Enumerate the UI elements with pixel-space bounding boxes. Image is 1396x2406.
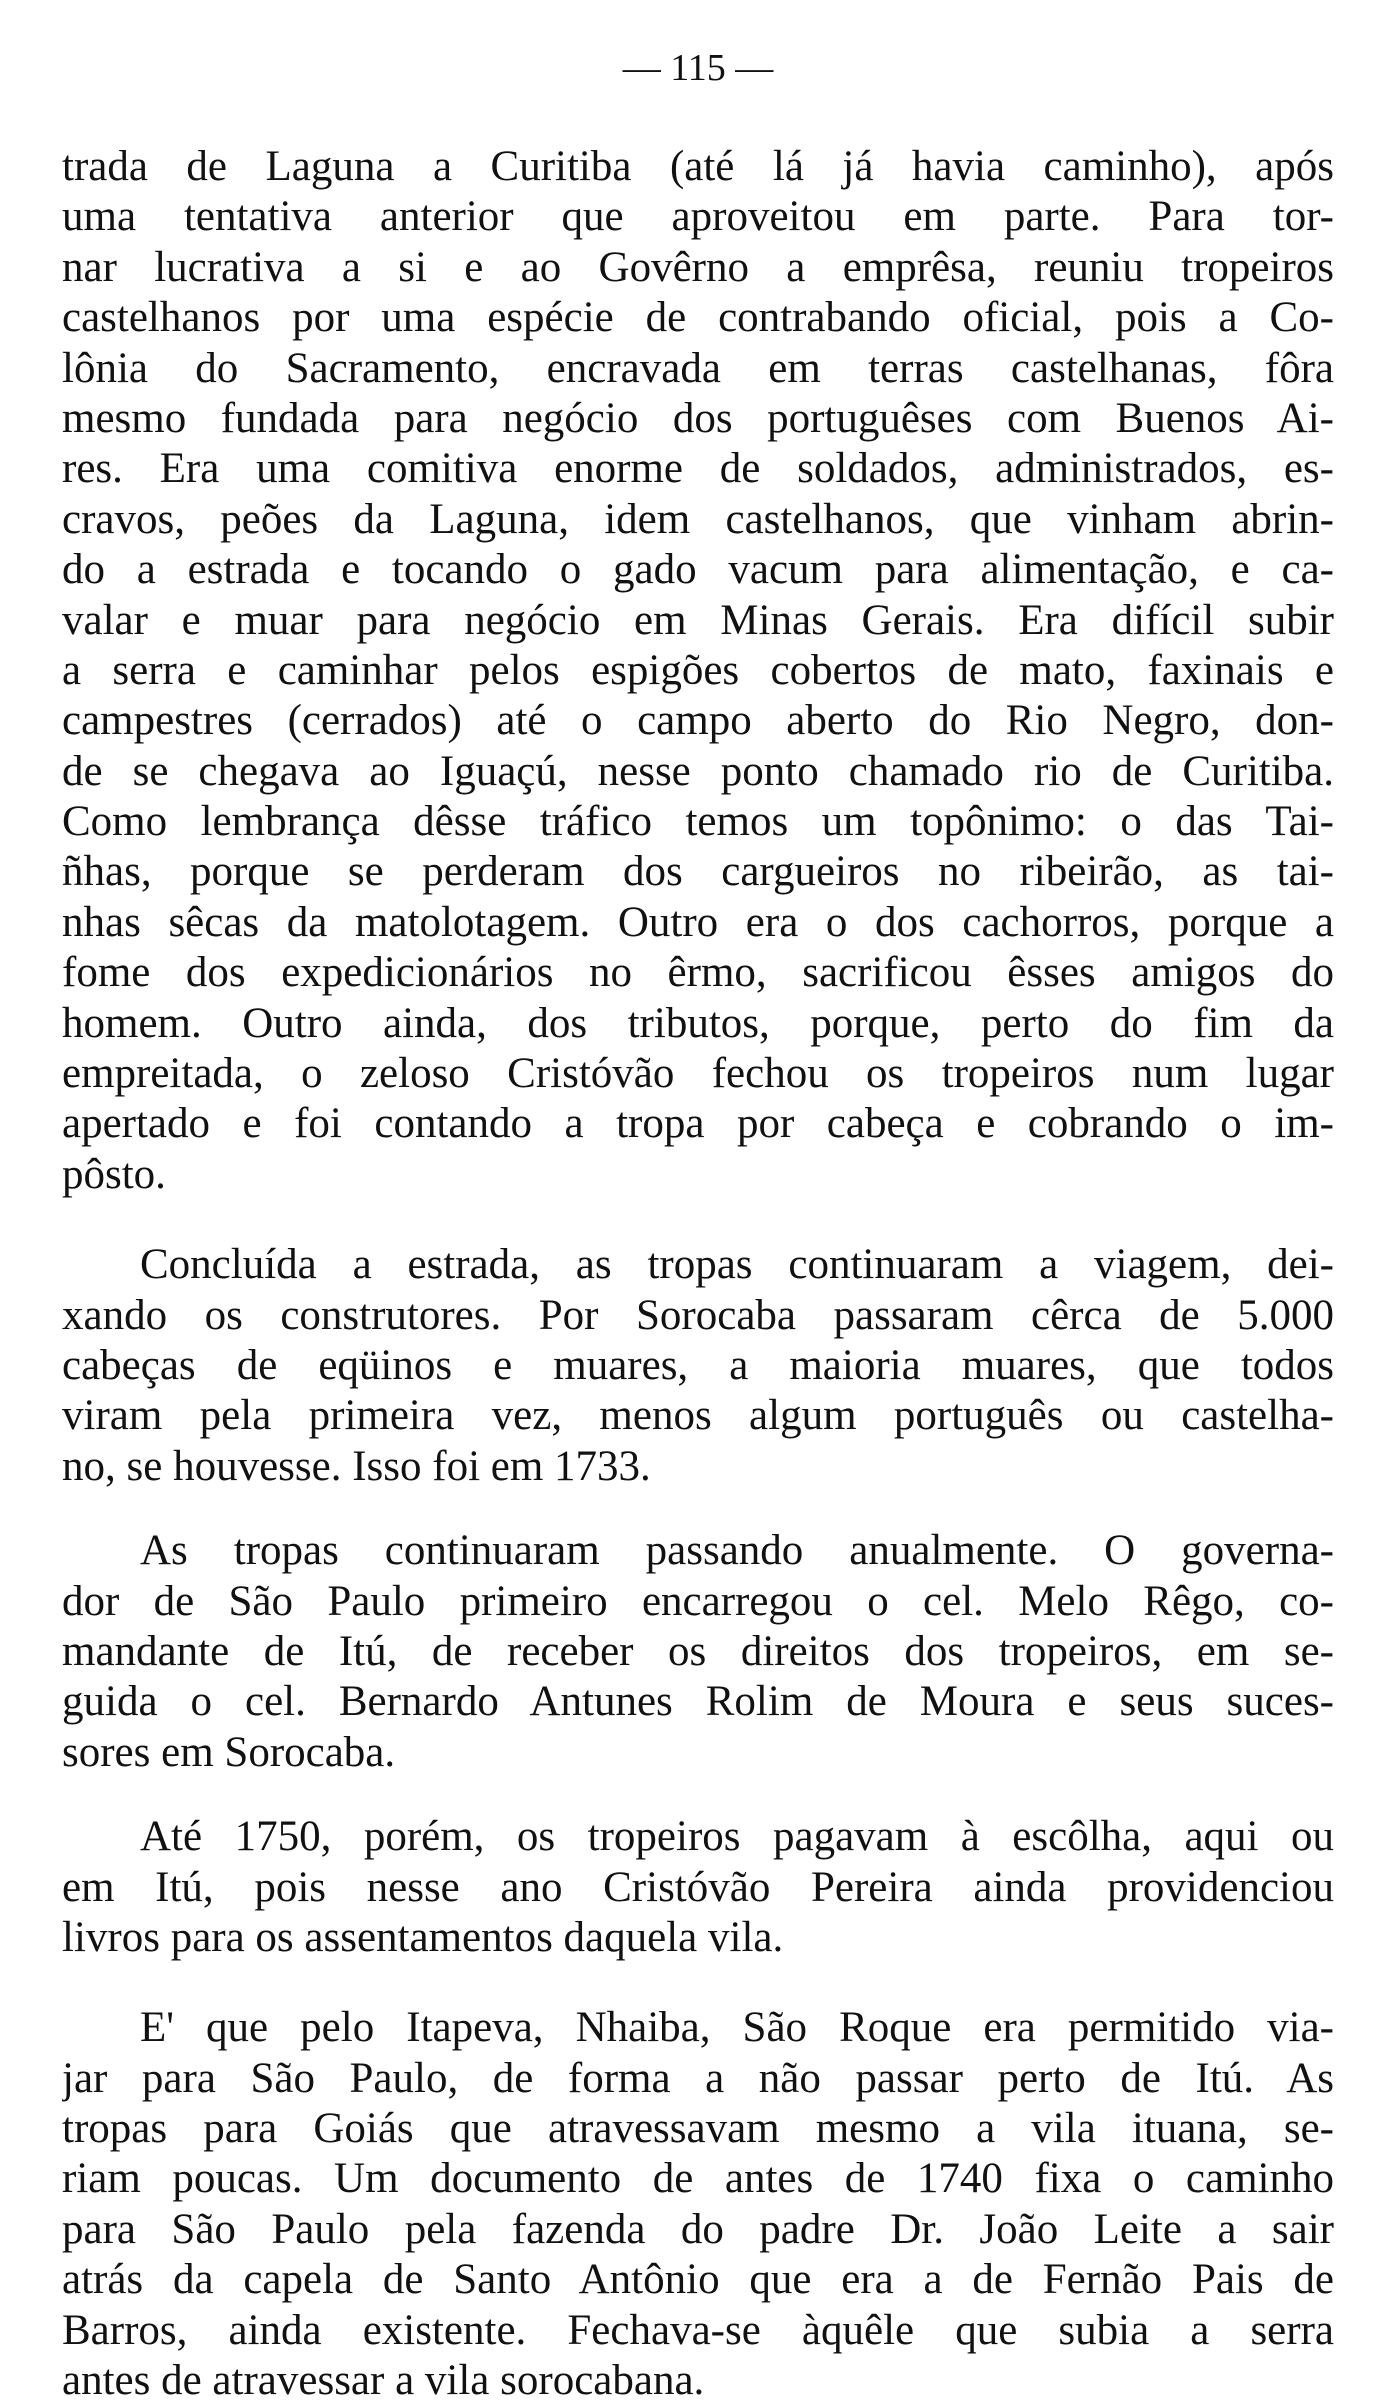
text-line: dor de São Paulo primeiro encarregou o cel. Melo Rêgo, co- [62,1577,1334,1625]
text-line: fome dos expedicionários no êrmo, sacrificou êsses amigos do [62,949,1334,997]
text-line: do a estrada e tocando o gado vacum para alimentação, e ca- [62,546,1334,594]
text-line: nhas sêcas da matolotagem. Outro era o dos cachorros, porque a [62,898,1334,946]
page-number: — 115 — [622,47,774,89]
text-line: nar lucrativa a si e ao Govêrno a emprêsa, reuniu tropeiros [62,243,1334,291]
text-line: res. Era uma comitiva enorme de soldados, administrados, es- [62,445,1334,493]
text-line: em Itú, pois nesse ano Cristóvão Pereira ainda providenciou [62,1863,1334,1911]
paragraph-2 [62,1240,1334,1492]
text-line: antes de atravessar a vila sorocabana. [62,2357,705,2405]
text-line: apertado e foi contando a tropa por cabeça e cobrando o im- [62,1100,1334,1148]
text-line: uma tentativa anterior que aproveitou em parte. Para tor- [62,193,1334,241]
text-line: jar para São Paulo, de forma a não passar perto de Itú. As [62,2054,1334,2102]
text-line: de se chegava ao Iguaçú, nesse ponto chamado rio de Curitiba. [62,747,1334,795]
text-line: castelhanos por uma espécie de contrabando oficial, pois a Co- [62,294,1334,342]
text-line: viram pela primeira vez, menos algum português ou castelha- [62,1392,1334,1440]
text-line: valar e muar para negócio em Minas Gerais. Era difícil subir [62,596,1334,644]
text-line: Como lembrança dêsse tráfico temos um topônimo: o das Tai- [62,798,1334,846]
text-line: guida o cel. Bernardo Antunes Rolim de Moura e seus suces- [62,1678,1334,1726]
text-line: sores em Sorocaba. [62,1728,396,1776]
text-line: no, se houvesse. Isso foi em 1733. [62,1442,651,1490]
text-line: Barros, ainda existente. Fechava-se àquêle que subia a serra [62,2306,1334,2354]
text-line: campestres (cerrados) até o campo aberto do Rio Negro, don- [62,697,1334,745]
text-line: Até 1750, porém, os tropeiros pagavam à escôlha, aqui ou [140,1813,1334,1861]
text-line: livros para os assentamentos daquela vila. [62,1913,784,1961]
text-line: mandante de Itú, de receber os direitos dos tropeiros, em se- [62,1627,1334,1675]
text-line: xando os construtores. Por Sorocaba passaram cêrca de 5.000 [62,1291,1334,1339]
text-line: a serra e caminhar pelos espigões cobertos de mato, faxinais e [62,646,1334,694]
text-line: trada de Laguna a Curitiba (até lá já havia caminho), após [62,143,1334,190]
text-line: homem. Outro ainda, dos tributos, porque, perto do fim da [62,999,1334,1047]
text-line: tropas para Goiás que atravessavam mesmo a vila ituana, se- [62,2105,1334,2153]
text-line: riam poucas. Um documento de antes de 1740 fixa o caminho [62,2155,1334,2203]
text-line: As tropas continuaram passando anualmente. O governa- [140,1527,1334,1575]
text-line: cabeças de eqüinos e muares, a maioria muares, que todos [62,1341,1334,1389]
paragraph-5 [62,2003,1334,2406]
text-line: para São Paulo pela fazenda do padre Dr. João Leite a sair [62,2205,1334,2253]
paragraph-3 [62,1526,1334,1778]
text-line: ñhas, porque se perderam dos cargueiros no ribeirão, as tai- [62,848,1334,896]
text-line: lônia do Sacramento, encravada em terras castelhanas, fôra [62,344,1334,392]
text-line: atrás da capela de Santo Antônio que era a de Fernão Pais de [62,2256,1334,2304]
text-line: Concluída a estrada, as tropas continuaram a viagem, dei- [140,1241,1334,1289]
body-text [62,142,1334,2406]
text-line: empreitada, o zeloso Cristóvão fechou os tropeiros num lugar [62,1050,1334,1098]
text-line: E' que pelo Itapeva, Nhaiba, São Roque era permitido via- [140,2004,1334,2052]
text-line: cravos, peões da Laguna, idem castelhanos, que vinham abrin- [62,495,1334,543]
paragraph-1 [62,142,1334,1200]
paragraph-4 [62,1812,1334,1963]
text-line: pôsto. [62,1150,166,1198]
text-line: mesmo fundada para negócio dos portuguêses com Buenos Ai- [62,394,1334,442]
